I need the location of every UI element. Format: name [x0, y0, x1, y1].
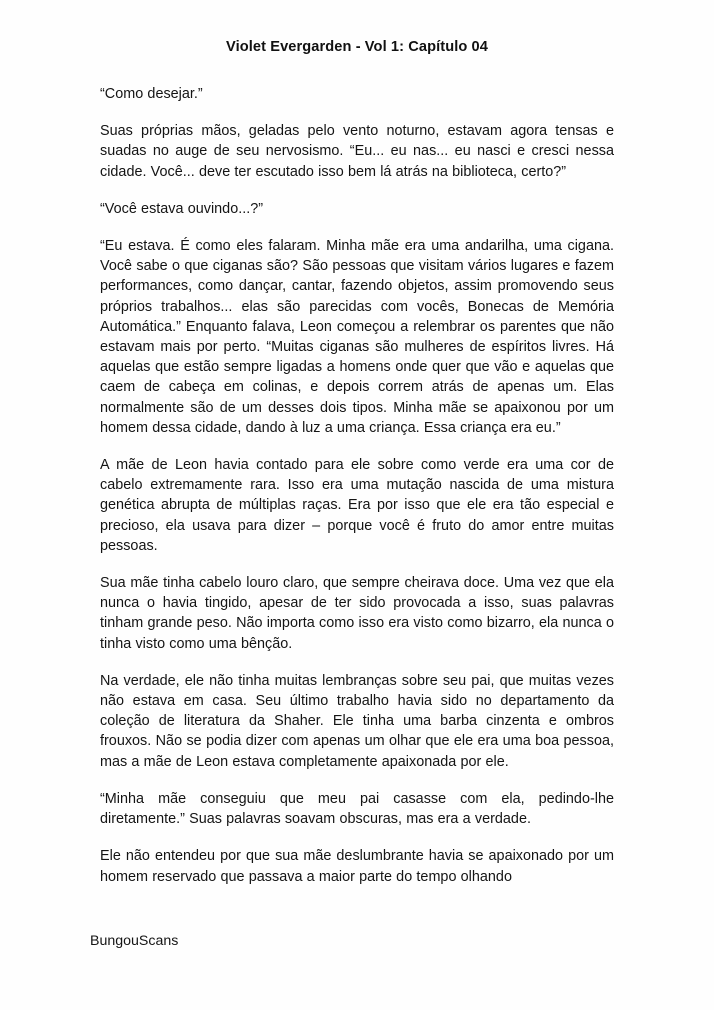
page-footer — [90, 932, 610, 951]
paragraph: Sua mãe tinha cabelo louro claro, que sempre cheirava doce. Uma vez que ela nunca o havia tingido, apesar de ter sido provocada a isso, suas palavras tinham grande peso. Não importa como isso era visto como bizarro, ela nunca o tinha visto como uma bênção. — [100, 575, 614, 652]
scanlation-credit: BungouScans — [90, 933, 179, 949]
page-header — [0, 38, 714, 57]
document-body — [100, 84, 614, 887]
paragraph: Suas próprias mãos, geladas pelo vento noturno, estavam agora tensas e suadas no auge de seu nervosismo. “Eu... eu nas... eu nasci e cresci nessa cidade. Você... deve ter escutado isso bem lá atrás na biblioteca, certo?” — [100, 123, 614, 180]
paragraph: “Eu estava. É como eles falaram. Minha mãe era uma andarilha, uma cigana. Você sabe o que ciganas são? São pessoas que visitam vários lugares e fazem performances, como dançar, cantar, fazendo objetos, assim promovendo seus próprios trabalhos... elas são parecidas com vocês, Bonecas de Memória Automática.” Enquanto falava, Leon começou a relembrar os parentes que não estavam mais por perto. “Muitas ciganas são mulheres de espíritos livres. Há aquelas que estão sempre ligadas a homens onde quer que vão e aquelas que caem de cabeça em colinas, e depois correm atrás de apenas um. Elas normalmente são de um desses dois tipos. Minha mãe se apaixonou por um homem dessa cidade, dando à luz a uma criança. Essa criança era eu.” — [100, 238, 614, 436]
paragraph: “Minha mãe conseguiu que meu pai casasse com ela, pedindo-lhe diretamente.” Suas palavras soavam obscuras, mas era a verdade. — [100, 790, 614, 828]
paragraph: Na verdade, ele não tinha muitas lembranças sobre seu pai, que muitas vezes não estava em casa. Seu último trabalho havia sido no departamento da coleção de literatura da Shaher. Ele tinha uma barba cinzenta e ombros frouxos. Não se podia dizer com apenas um olhar que ele era uma boa pessoa, mas a mãe de Leon estava completamente apaixonada por ele. — [100, 672, 614, 770]
page-title: Violet Evergarden - Vol 1: Capítulo 04 — [226, 39, 488, 55]
paragraph: A mãe de Leon havia contado para ele sobre como verde era uma cor de cabelo extremamente rara. Isso era uma mutação nascida de uma mistura genética abrupta de múltiplas raças. Era por isso que ele era tão especial e precioso, ela usava para dizer – porque você é fruto do amor entre muitas pessoas. — [100, 457, 614, 554]
paragraph: “Você estava ouvindo...?” — [100, 200, 264, 217]
paragraph: “Como desejar.” — [100, 86, 203, 102]
paragraph: Ele não entendeu por que sua mãe deslumbrante havia se apaixonado por um homem reservado que passava a maior parte do tempo olhando — [100, 848, 614, 885]
